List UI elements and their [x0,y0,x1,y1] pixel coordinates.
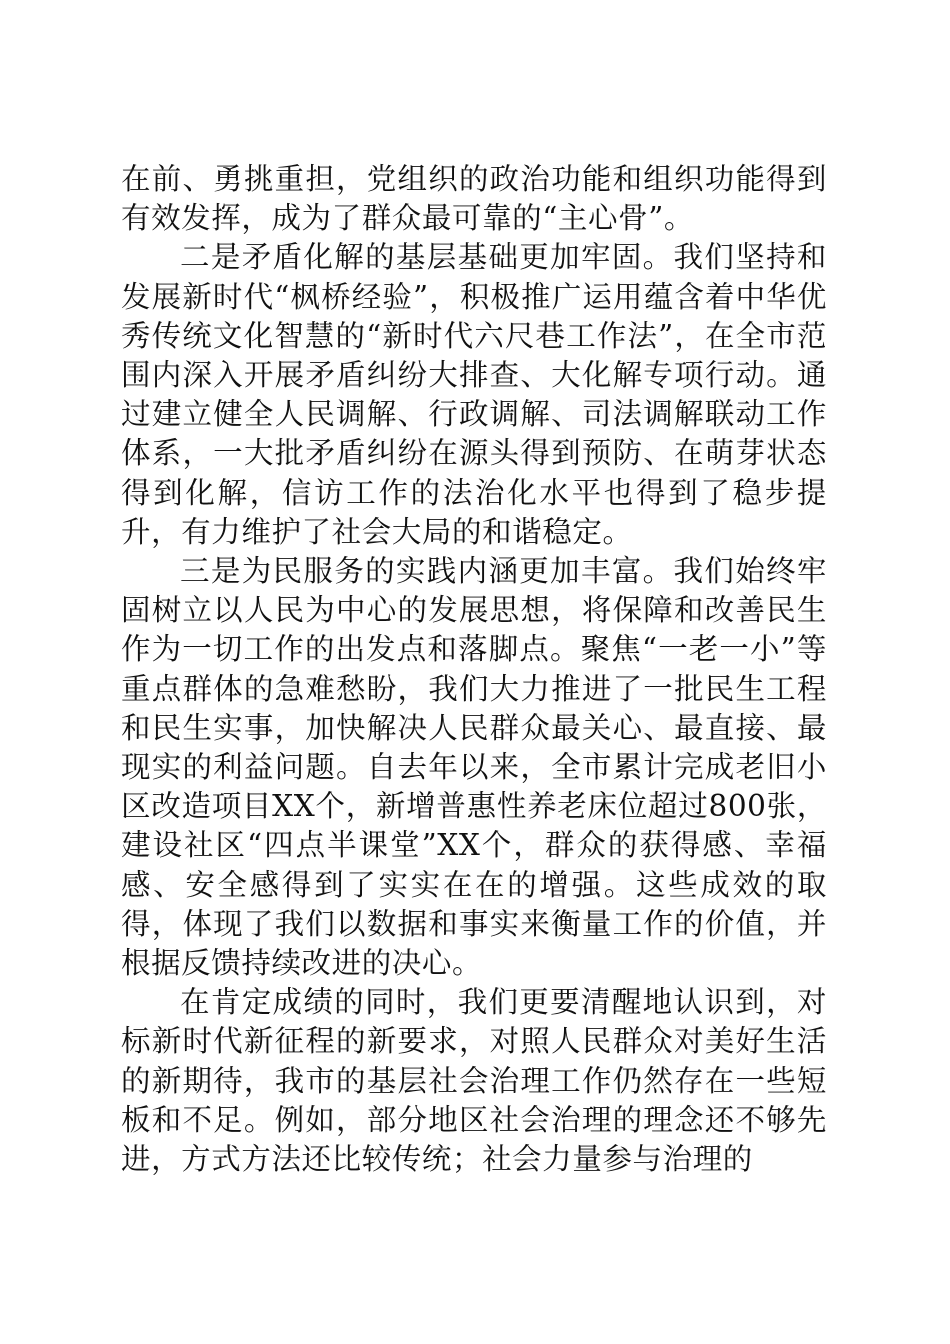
paragraph-shortcomings: 在肯定成绩的同时，我们更要清醒地认识到，对标新时代新征程的新要求，对照人民群众对美好生活的新期待，我市的基层社会治理工作仍然存在一些短板和不足。例如，部分地区社会治理的理念还不够先进，方式方法还比较传统；社会力量参与治理的 [121,985,827,1177]
paragraph-continuation: 在前、勇挑重担，党组织的政治功能和组织功能得到有效发挥，成为了群众最可靠的“主心骨”。 [121,162,827,236]
document-body [121,160,827,1179]
paragraph-point-three: 三是为民服务的实践内涵更加丰富。我们始终牢固树立以人民为中心的发展思想，将保障和改善民生作为一切工作的出发点和落脚点。聚焦“一老一小”等重点群体的急难愁盼，我们大力推进了一批民生工程和民生实事，加快解决人民群众最关心、最直接、最现实的利益问题。自去年以来，全市累计完成老旧小区改造项目XX个，新增普惠性养老床位超过800张，建设社区“四点半课堂”XX个，群众的获得感、幸福感、安全感得到了实实在在的增强。这些成效的取得，体现了我们以数据和事实来衡量工作的价值，并根据反馈持续改进的决心。 [121,554,827,981]
page-header [121,60,826,61]
page-footer [121,1283,826,1284]
paragraph-point-two: 二是矛盾化解的基层基础更加牢固。我们坚持和发展新时代“枫桥经验”，积极推广运用蕴含着中华优秀传统文化智慧的“新时代六尺巷工作法”，在全市范围内深入开展矛盾纠纷大排查、大化解专项行动。通过建立健全人民调解、行政调解、司法调解联动工作体系，一大批矛盾纠纷在源头得到预防、在萌芽状态得到化解，信访工作的法治化水平也得到了稳步提升，有力维护了社会大局的和谐稳定。 [121,240,827,549]
